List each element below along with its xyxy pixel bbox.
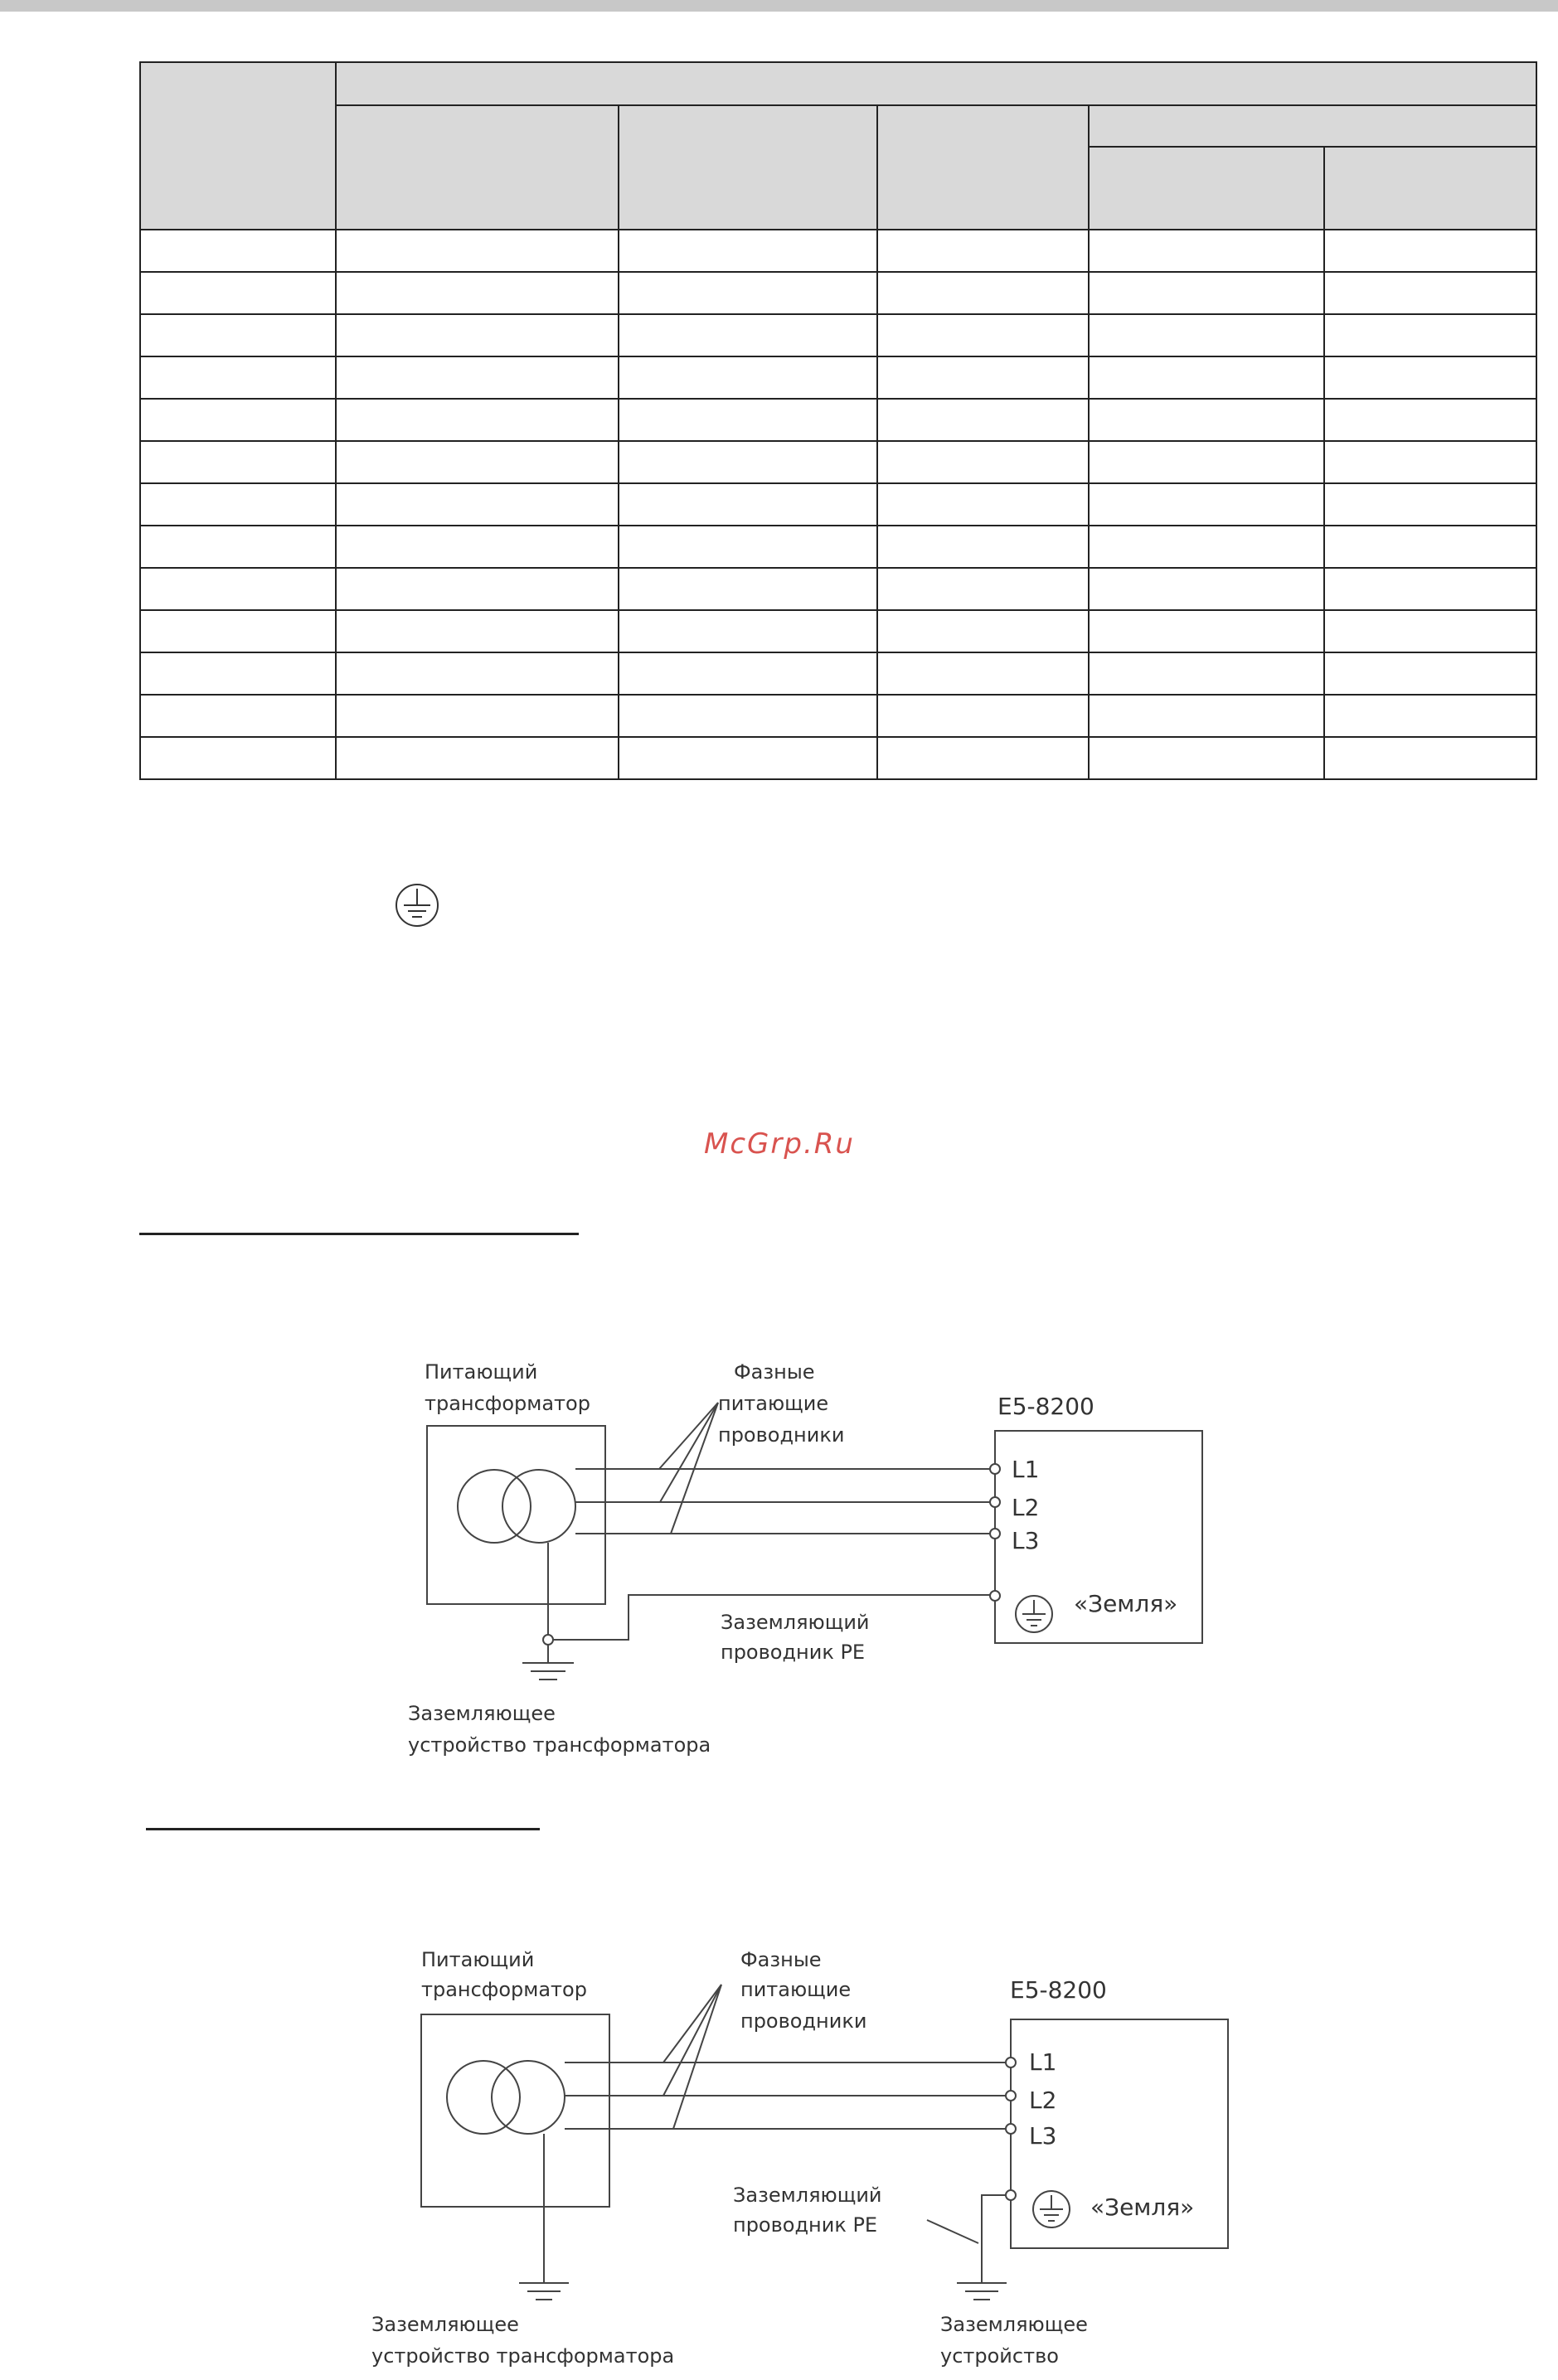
table-cell (1324, 737, 1536, 779)
table-cell (877, 483, 1089, 526)
table-header-col-4 (1089, 147, 1324, 230)
table-cell (619, 230, 877, 272)
terminal-label-l1: L1 (1029, 2048, 1057, 2076)
table-header-col-3 (877, 105, 1089, 230)
table-cell (1089, 695, 1324, 737)
wiring-diagram-2 (0, 1923, 1558, 2380)
phase-pointer-1 (663, 1985, 721, 2063)
terminal-label-l1: L1 (1012, 1456, 1040, 1483)
transformer-coil-1 (458, 1470, 531, 1543)
table-header-col-2 (619, 105, 877, 230)
phase-label-2: питающие (740, 1978, 852, 2001)
table-cell (140, 314, 336, 356)
terminal-l2 (990, 1497, 1000, 1507)
device-title: E5-8200 (1010, 1976, 1107, 2004)
table-cell (140, 695, 336, 737)
phase-pointer-3 (673, 1985, 721, 2129)
table-cell (1324, 483, 1536, 526)
table-cell (1324, 526, 1536, 568)
table-cell (1324, 399, 1536, 441)
transformer-label-1: Питающий (421, 1948, 535, 1971)
table-cell (1089, 399, 1324, 441)
table-cell (1089, 568, 1324, 610)
table-cell (877, 441, 1089, 483)
phase-label-3: проводники (740, 2009, 867, 2033)
table-cell (336, 695, 619, 737)
table-cell (619, 399, 877, 441)
table-cell (1089, 737, 1324, 779)
table-header-group (336, 62, 1536, 105)
transformer-label-2: трансформатор (425, 1392, 590, 1415)
table-cell (619, 483, 877, 526)
table-cell (140, 441, 336, 483)
table-cell (336, 483, 619, 526)
terminal-label-l3: L3 (1012, 1527, 1040, 1554)
table-cell (619, 737, 877, 779)
terminal-l3 (990, 1529, 1000, 1539)
table-cell (140, 526, 336, 568)
terminal-label-l2: L2 (1012, 1494, 1040, 1521)
table-cell (140, 272, 336, 314)
table-cell (877, 272, 1089, 314)
table-cell (336, 526, 619, 568)
table-header-subgroup (1089, 105, 1536, 147)
table-cell (619, 568, 877, 610)
table-cell (1089, 230, 1324, 272)
table-cell (1089, 652, 1324, 695)
device-title: E5-8200 (997, 1393, 1094, 1420)
table-cell (1089, 314, 1324, 356)
table-cell (619, 610, 877, 652)
spec-table (139, 61, 1536, 738)
table-cell (336, 568, 619, 610)
terminal-label-l3: L3 (1029, 2122, 1057, 2150)
earth-label: «Земля» (1074, 1590, 1178, 1617)
table-cell (877, 356, 1089, 399)
table-cell (877, 695, 1089, 737)
table-cell (140, 230, 336, 272)
table-cell (336, 441, 619, 483)
wiring-diagram-1 (0, 1326, 1558, 1774)
ground-label-2: устройство трансформатора (408, 1733, 711, 1757)
table-cell (877, 652, 1089, 695)
table-cell (336, 610, 619, 652)
table-cell (877, 568, 1089, 610)
table-cell (619, 314, 877, 356)
table-cell (336, 314, 619, 356)
pe-pointer (927, 2220, 978, 2243)
transformer-label-1: Питающий (425, 1360, 538, 1384)
pe-label-2: проводник PE (721, 1641, 866, 1664)
watermark: McGrp.Ru (704, 1127, 855, 1161)
transformer-label-2: трансформатор (421, 1978, 587, 2001)
table-cell (1089, 272, 1324, 314)
terminal-l1 (1006, 2058, 1016, 2067)
transformer-box (427, 1426, 605, 1604)
table-cell (1324, 610, 1536, 652)
table-cell (619, 272, 877, 314)
section-underline-1 (139, 1233, 579, 1235)
table-cell (336, 737, 619, 779)
neutral-node (543, 1635, 553, 1645)
phase-pointer-2 (660, 1403, 718, 1502)
table-cell (1324, 441, 1536, 483)
ground-label-1: Заземляющее (371, 2313, 519, 2336)
table-cell (336, 399, 619, 441)
transformer-coil-2 (492, 2061, 565, 2134)
table-cell (140, 399, 336, 441)
transformer-coil-2 (502, 1470, 575, 1543)
terminal-label-l2: L2 (1029, 2087, 1057, 2114)
table-cell (619, 695, 877, 737)
table-cell (1324, 695, 1536, 737)
ground-label-2: устройство трансформатора (371, 2344, 675, 2368)
table-cell (1324, 568, 1536, 610)
table-cell (1089, 483, 1324, 526)
table-cell (336, 272, 619, 314)
table-cell (1324, 356, 1536, 399)
table-cell (877, 230, 1089, 272)
device-ground-label-1: Заземляющее (940, 2313, 1088, 2336)
terminal-l3 (1006, 2124, 1016, 2134)
terminal-l2 (1006, 2091, 1016, 2101)
pe-label-1: Заземляющий (721, 1611, 870, 1634)
table-header-col-1 (336, 105, 619, 230)
table-cell (140, 356, 336, 399)
table-cell (877, 526, 1089, 568)
phase-label-3: проводники (718, 1423, 845, 1447)
earth-symbol-icon (392, 880, 442, 930)
phase-pointer-1 (659, 1403, 718, 1469)
table-cell (1324, 230, 1536, 272)
terminal-l1 (990, 1464, 1000, 1474)
table-cell (1089, 356, 1324, 399)
table-cell (877, 610, 1089, 652)
table-cell (1089, 610, 1324, 652)
table-cell (1324, 272, 1536, 314)
table-cell (619, 356, 877, 399)
table-cell (336, 230, 619, 272)
pe-label-1: Заземляющий (733, 2184, 882, 2207)
pe-label-2: проводник PE (733, 2213, 878, 2237)
top-page-bar (0, 0, 1558, 12)
pe-conductor (982, 2195, 1006, 2283)
table-cell (140, 483, 336, 526)
phase-label-2: питающие (718, 1392, 829, 1415)
table-cell (1089, 441, 1324, 483)
table-cell (336, 652, 619, 695)
terminal-pe (990, 1591, 1000, 1601)
section-underline-2 (146, 1828, 540, 1830)
phase-pointer-2 (663, 1985, 721, 2096)
table-cell (140, 568, 336, 610)
table-cell (140, 652, 336, 695)
table-cell (1089, 526, 1324, 568)
transformer-coil-1 (447, 2061, 520, 2134)
table-cell (140, 737, 336, 779)
table-cell (877, 399, 1089, 441)
table-cell (140, 610, 336, 652)
phase-label-1: Фазные (740, 1948, 822, 1971)
earth-label: «Земля» (1090, 2193, 1195, 2221)
table-cell (1324, 314, 1536, 356)
device-ground-label-2: устройство (940, 2344, 1059, 2368)
ground-label-1: Заземляющее (408, 1702, 556, 1725)
table-cell (336, 356, 619, 399)
table-cell (877, 314, 1089, 356)
table-cell (619, 652, 877, 695)
table-header-col-5 (1324, 147, 1536, 230)
phase-label-1: Фазные (734, 1360, 815, 1384)
table-cell (1324, 652, 1536, 695)
table-header-corner (140, 62, 336, 230)
terminal-pe (1006, 2190, 1016, 2200)
table-cell (877, 737, 1089, 779)
table-cell (619, 526, 877, 568)
table-cell (619, 441, 877, 483)
